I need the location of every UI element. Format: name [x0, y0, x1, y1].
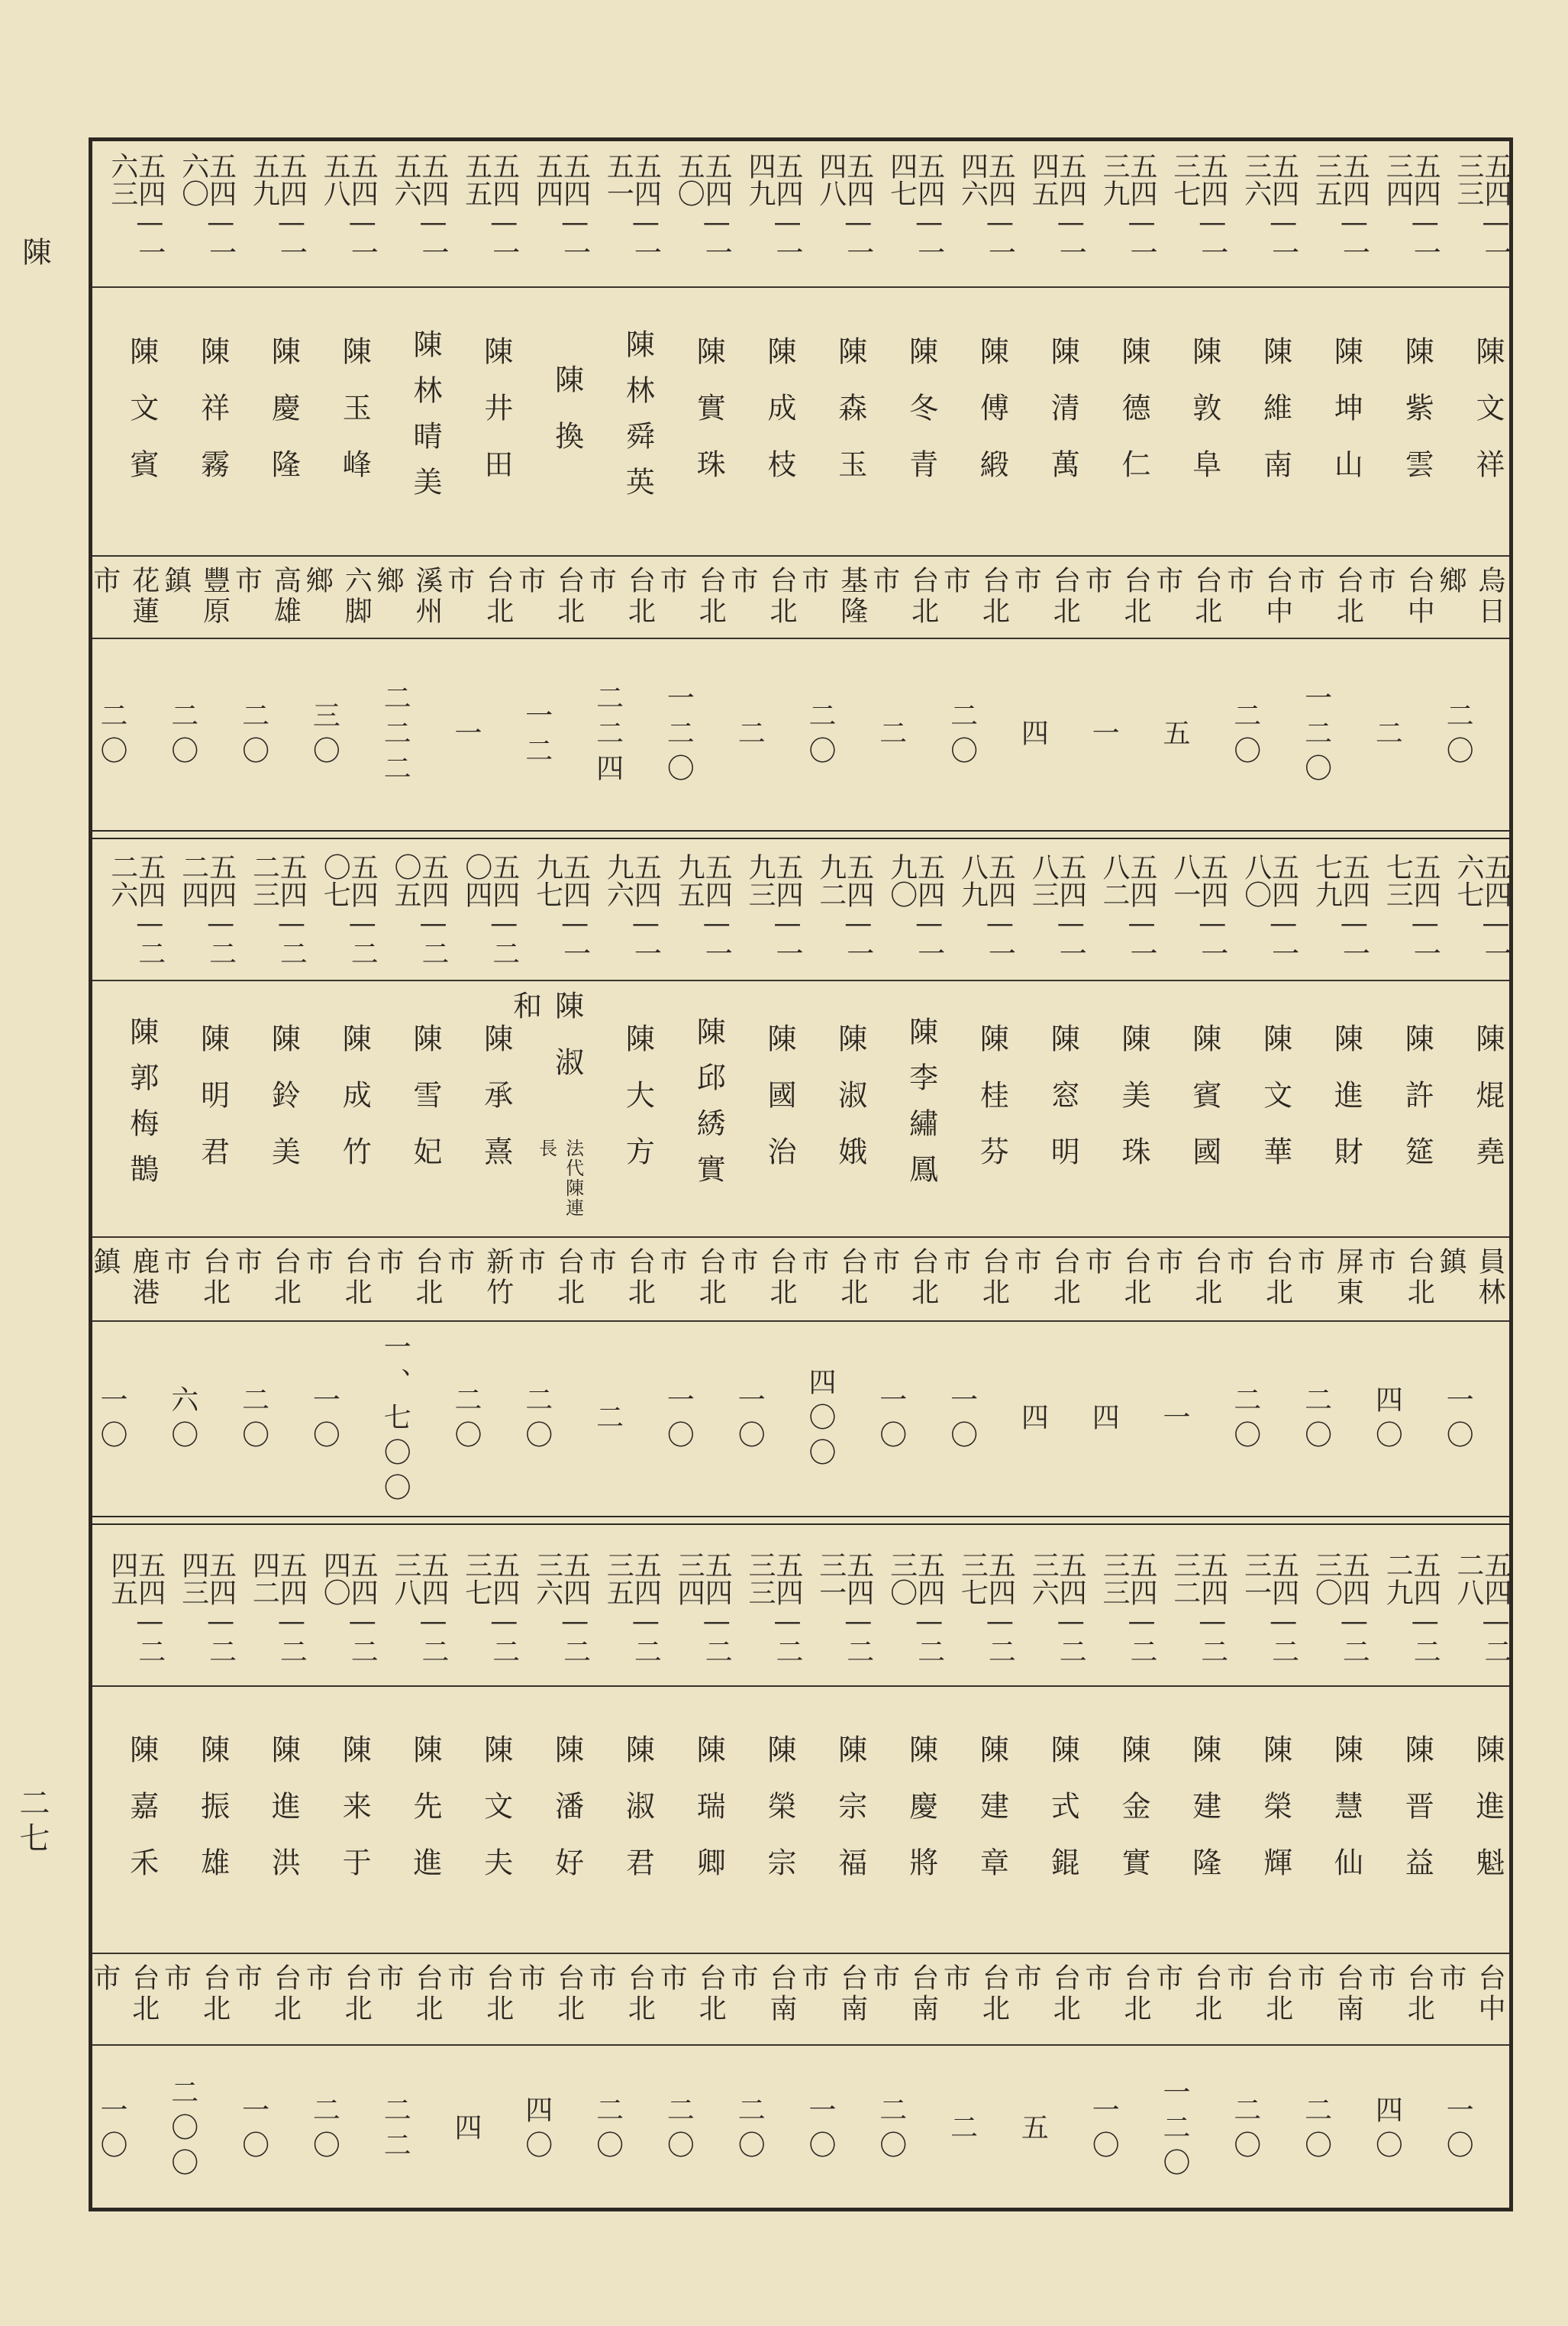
entry-number: 五四—一九六 [602, 853, 662, 967]
entry-number: 五四—二四五 [106, 1551, 166, 1665]
entry-name: 陳淑君 [621, 1734, 655, 1904]
entry-number: 五四—二二四 [177, 853, 237, 967]
entry-place: 台北市 [160, 1963, 231, 2024]
entry-count: 一 [450, 719, 482, 754]
entry-place: 台北市 [1151, 1963, 1222, 2024]
entry-name: 陳慧仙 [1329, 1734, 1363, 1904]
entry-number: 五四—二二八 [1452, 1551, 1512, 1665]
entry-name: 陳文夫 [479, 1734, 513, 1904]
entry-name: 陳成枝 [762, 336, 796, 506]
entry-name: 陳實珠 [692, 336, 726, 506]
entry-name: 陳焜堯 [1470, 1023, 1505, 1193]
entry-place: 屏東市 [1293, 1247, 1364, 1308]
entry-place: 台北市 [302, 1247, 373, 1308]
entry-place: 台北市 [514, 1247, 585, 1308]
entry-name: 陳進洪 [266, 1734, 301, 1904]
entry-name: 陳文華 [1258, 1023, 1292, 1193]
entry-count: 一二〇 [1159, 2078, 1190, 2183]
entry-name: 陳淑和 法代陳連長 [518, 990, 589, 1226]
entry-name: 陳式錕 [1046, 1734, 1080, 1904]
entry-place: 台北市 [1080, 566, 1151, 627]
entry-name: 陳國治 [762, 1023, 796, 1193]
entry-place: 台北市 [1364, 1247, 1435, 1308]
entry-number: 五四—一九五 [673, 853, 733, 967]
entry-name: 陳金實 [1116, 1734, 1150, 1904]
entry-count: 一 [1159, 1403, 1190, 1438]
entry-count: 二 [734, 719, 766, 754]
entry-number: 五四—一八三 [1028, 853, 1087, 967]
entry-name: 陳大方 [621, 1023, 655, 1193]
entry-place: 台北市 [372, 1963, 443, 2024]
entry-number: 五四—一八九 [957, 853, 1016, 967]
entry-place: 台北市 [939, 1963, 1010, 2024]
entry-name: 陳美珠 [1116, 1023, 1150, 1193]
entry-count: 二〇 [1229, 1385, 1261, 1455]
entry-place: 台北市 [656, 1963, 727, 2024]
entry-count: 二〇 [96, 701, 127, 771]
entry-count: 一〇 [663, 1385, 695, 1455]
column-divider [92, 286, 1509, 288]
entry-number: 五四—一四七 [886, 152, 945, 266]
entry-place: 台北市 [1010, 1963, 1081, 2024]
entry-place: 台北市 [443, 1963, 514, 2024]
entry-count: 四〇 [521, 2095, 553, 2166]
entry-count: 二〇 [592, 2095, 624, 2166]
entry-number: 五四—二三六 [531, 1551, 591, 1665]
entry-place: 台北市 [1222, 1247, 1293, 1308]
entry-name: 陳慶將 [904, 1734, 938, 1904]
entry-number: 五四—一七三 [1382, 853, 1441, 967]
entry-number: 五四—一六〇 [177, 152, 237, 266]
entry-count: 二二 [379, 2095, 411, 2166]
entry-number: 五四—一三五 [1311, 152, 1370, 266]
entry-name: 陳嘉禾 [124, 1734, 159, 1904]
entry-number: 五四—二二六 [106, 853, 166, 967]
entry-count: 二〇 [1229, 2095, 1261, 2166]
entry-name: 陳来于 [337, 1734, 372, 1904]
entry-number: 五四—一五〇 [673, 152, 733, 266]
entry-number: 五四—二三五 [602, 1551, 662, 1665]
table-tier [89, 842, 1512, 1520]
entry-place: 台北市 [1151, 566, 1222, 627]
entry-place: 台北市 [726, 1247, 797, 1308]
entry-place: 台北市 [1364, 1963, 1435, 2024]
entry-name: 陳晋益 [1400, 1734, 1434, 1904]
entry-place: 台北市 [1010, 566, 1081, 627]
entry-place: 台北市 [302, 1963, 373, 2024]
entry-number: 五四—一四九 [744, 152, 803, 266]
entry-name: 陳建章 [975, 1734, 1009, 1904]
entry-number: 五四—一九〇 [886, 853, 945, 967]
entry-number: 五四—二〇五 [389, 853, 449, 967]
entry-number: 五四—一五九 [248, 152, 308, 266]
entry-number: 五四—一四八 [815, 152, 874, 266]
entry-count: 一、七〇〇 [379, 1333, 411, 1508]
entry-place: 台中市 [1222, 566, 1293, 627]
entry-name: 陳振雄 [195, 1734, 230, 1904]
entry-place: 台北市 [1080, 1247, 1151, 1308]
entry-number: 五四—一六七 [1452, 853, 1512, 967]
entry-name: 陳玉峰 [337, 336, 372, 506]
entry-number: 五四—二〇四 [460, 853, 520, 967]
entry-place: 台北市 [797, 1247, 868, 1308]
entry-name: 陳桂芬 [975, 1023, 1009, 1193]
entry-name: 陳雪妃 [408, 1023, 442, 1193]
entry-name: 陳清萬 [1046, 336, 1080, 506]
entry-count: 二 [946, 2113, 978, 2148]
entry-count: 二二二 [379, 683, 411, 789]
column-divider [92, 2044, 1509, 2046]
entry-count: 一 [1088, 719, 1120, 754]
entry-count: 二〇 [1300, 1385, 1332, 1455]
column-divider [92, 1685, 1509, 1687]
entry-number: 五四—一三七 [1169, 152, 1228, 266]
entry-place: 台北市 [868, 566, 939, 627]
entry-number: 五四—一四五 [1028, 152, 1087, 266]
entry-place: 台北市 [443, 566, 514, 627]
entry-place: 台北市 [585, 566, 656, 627]
entry-name: 陳維南 [1258, 336, 1292, 506]
entry-number: 五四—一五五 [460, 152, 520, 266]
entry-name: 陳換 [550, 364, 584, 477]
entry-count: 二〇 [308, 2095, 340, 2166]
entry-number: 五四—二三三 [1098, 1551, 1157, 1665]
entry-number: 五四—一四六 [957, 152, 1016, 266]
entry-name: 陳文祥 [1470, 336, 1505, 506]
entry-place: 台北市 [231, 1963, 302, 2024]
entry-name: 陳敦阜 [1187, 336, 1221, 506]
entry-number: 五四—一七九 [1311, 853, 1370, 967]
entry-count: 二〇 [237, 701, 269, 771]
entry-place: 台北市 [514, 566, 585, 627]
entry-number: 五四—一五一 [602, 152, 662, 266]
entry-number: 五四—二三六 [1028, 1551, 1087, 1665]
entry-number: 五四—一三六 [1240, 152, 1299, 266]
entry-number: 五四—一五八 [319, 152, 379, 266]
margin-surname: 陳 [18, 237, 51, 269]
entry-name: 陳宗福 [833, 1734, 867, 1904]
entry-place: 豐原鎮 [160, 566, 231, 627]
page-number: 二七 [15, 1787, 50, 1857]
table-tier [89, 141, 1512, 835]
entry-place: 台南市 [797, 1963, 868, 2024]
entry-place: 基隆市 [797, 566, 868, 627]
entry-place: 台北市 [939, 566, 1010, 627]
entry-place: 台北市 [1151, 1247, 1222, 1308]
entry-count: 二〇 [1442, 701, 1474, 771]
entry-name: 陳成竹 [337, 1023, 372, 1193]
entry-name: 陳郭梅鵲 [124, 1016, 159, 1200]
entry-number: 五四—二四三 [177, 1551, 237, 1665]
entry-count: 二〇 [805, 701, 836, 771]
entry-name: 陳窓明 [1046, 1023, 1080, 1193]
entry-number: 五四—二三七 [957, 1551, 1016, 1665]
entry-count: 一〇 [734, 1385, 766, 1455]
entry-place: 台北市 [514, 1963, 585, 2024]
entry-number: 五四—二〇七 [319, 853, 379, 967]
entry-name: 陳森玉 [833, 336, 867, 506]
tier-divider [92, 830, 1509, 839]
entry-number: 五四—二三二 [1169, 1551, 1228, 1665]
entry-place: 台北市 [372, 1247, 443, 1308]
entry-number: 五四—一五六 [389, 152, 449, 266]
entry-count: 一〇 [946, 1385, 978, 1455]
entry-number: 五四—一九二 [815, 853, 874, 967]
entry-name: 陳賓國 [1187, 1023, 1221, 1193]
entry-number: 五四—二三〇 [886, 1551, 945, 1665]
entry-place: 台南市 [868, 1963, 939, 2024]
entry-count: 一〇 [96, 2095, 127, 2166]
register-table [89, 137, 1513, 2211]
entry-count: 五 [1159, 719, 1190, 754]
entry-name: 陳林晴美 [408, 329, 442, 512]
entry-count: 二 [875, 719, 907, 754]
entry-place: 溪州鄉 [372, 566, 443, 627]
entry-name: 陳潘好 [550, 1734, 584, 1904]
entry-name: 陳明君 [195, 1023, 230, 1193]
entry-count: 一〇 [308, 1385, 340, 1455]
entry-number: 五四—二四〇 [319, 1551, 379, 1665]
entry-count: 一二〇 [663, 683, 695, 789]
entry-name: 陳承熹 [479, 1023, 513, 1193]
entry-place: 台北市 [656, 566, 727, 627]
entry-count: 二〇〇 [166, 2078, 198, 2183]
entry-count: 一〇 [805, 2095, 836, 2166]
entry-name: 陳坤山 [1329, 336, 1363, 506]
entry-count: 一〇 [875, 1385, 907, 1455]
entry-count: 二〇 [946, 701, 978, 771]
entry-count: 五 [1017, 2113, 1049, 2148]
entry-place: 台北市 [1010, 1247, 1081, 1308]
entry-count: 二〇 [1229, 701, 1261, 771]
entry-count: 一二 [521, 701, 553, 771]
entry-number: 五四—一九三 [744, 853, 803, 967]
entry-name: 陳林舜英 [621, 329, 655, 512]
entry-number: 五四—一八一 [1169, 853, 1228, 967]
entry-place: 台北市 [1080, 1963, 1151, 2024]
column-divider [92, 555, 1509, 557]
entry-name: 陳文賓 [124, 336, 159, 506]
column-divider [92, 1320, 1509, 1322]
column-divider [92, 1236, 1509, 1238]
entry-count: 四〇〇 [805, 1368, 836, 1473]
entry-count: 四〇 [1371, 2095, 1403, 2166]
entry-number: 五四—二三七 [460, 1551, 520, 1665]
entry-number: 五四—二三〇 [1311, 1551, 1370, 1665]
entry-place: 高雄市 [231, 566, 302, 627]
entry-number: 五四—一八〇 [1240, 853, 1299, 967]
entry-count: 二 [1371, 719, 1403, 754]
entry-name: 陳紫雲 [1400, 336, 1434, 506]
entry-count: 一二〇 [1300, 683, 1332, 789]
entry-count: 二二四 [592, 683, 624, 789]
entry-place: 台北市 [939, 1247, 1010, 1308]
entry-name: 陳許筵 [1400, 1023, 1434, 1193]
entry-count: 二〇 [450, 1385, 482, 1455]
entry-count: 二〇 [1300, 2095, 1332, 2166]
entry-name: 陳淑娥 [833, 1023, 867, 1193]
entry-name: 陳傅緞 [975, 336, 1009, 506]
entry-count: 二 [592, 1403, 624, 1438]
column-divider [92, 980, 1509, 981]
entry-place: 台北市 [585, 1963, 656, 2024]
entry-number: 五四—二三一 [1240, 1551, 1299, 1665]
entry-number: 五四—一五四 [531, 152, 591, 266]
entry-name: 陳進魁 [1470, 1734, 1505, 1904]
entry-name: 陳冬青 [904, 336, 938, 506]
entry-place: 台北市 [231, 1247, 302, 1308]
entry-count: 四 [450, 2113, 482, 2148]
entry-place: 台北市 [160, 1247, 231, 1308]
column-divider [92, 1953, 1509, 1954]
entry-name: 陳邱綉實 [692, 1016, 726, 1200]
entry-number: 五四—二三三 [744, 1551, 803, 1665]
entry-alias: 法代陳連長 [535, 1139, 584, 1219]
entry-number: 五四—二二九 [1382, 1551, 1441, 1665]
entry-place: 台北市 [656, 1247, 727, 1308]
entry-name: 陳建隆 [1187, 1734, 1221, 1904]
entry-place: 台中市 [1434, 1963, 1505, 2024]
entry-place: 台北市 [1293, 566, 1364, 627]
entry-place: 台北市 [585, 1247, 656, 1308]
entry-count: 一〇 [1088, 2095, 1120, 2166]
table-tier [89, 1540, 1512, 2217]
column-divider [92, 638, 1509, 639]
entry-place: 鹿港鎮 [89, 1247, 160, 1308]
entry-count: 一〇 [1442, 2095, 1474, 2166]
entry-number: 五四—二三八 [389, 1551, 449, 1665]
entry-name: 陳進財 [1329, 1023, 1363, 1193]
entry-count: 二〇 [663, 2095, 695, 2166]
entry-name: 陳慶隆 [266, 336, 301, 506]
entry-number: 五四—二四二 [248, 1551, 308, 1665]
entry-number: 五四—一九七 [531, 853, 591, 967]
entry-place: 台北市 [1222, 1963, 1293, 2024]
entry-number: 五四—二三四 [673, 1551, 733, 1665]
entry-name: 陳德仁 [1116, 336, 1150, 506]
entry-place: 新竹市 [443, 1247, 514, 1308]
entry-place: 台中市 [1364, 566, 1435, 627]
tier-divider [92, 1516, 1509, 1525]
entry-place: 台北市 [89, 1963, 160, 2024]
entry-number: 五四—一三四 [1382, 152, 1441, 266]
entry-count: 二〇 [734, 2095, 766, 2166]
entry-place: 台北市 [726, 566, 797, 627]
entry-name: 陳榮輝 [1258, 1734, 1292, 1904]
entry-name: 陳祥霧 [195, 336, 230, 506]
entry-count: 一〇 [96, 1385, 127, 1455]
entry-count: 二〇 [237, 1385, 269, 1455]
entry-place: 花蓮市 [89, 566, 160, 627]
entry-number: 五四—二二三 [248, 853, 308, 967]
entry-name: 陳井田 [479, 336, 513, 506]
entry-number: 五四—一三三 [1452, 152, 1512, 266]
entry-number: 五四—一三九 [1098, 152, 1157, 266]
entry-name: 陳李繡鳳 [904, 1016, 938, 1200]
entry-name: 陳鈴美 [266, 1023, 301, 1193]
entry-place: 烏日鄉 [1434, 566, 1505, 627]
entry-number: 五四—二三一 [815, 1551, 874, 1665]
entry-place: 台北市 [868, 1247, 939, 1308]
entry-place: 員林鎮 [1434, 1247, 1505, 1308]
entry-place: 六脚鄉 [302, 566, 373, 627]
entry-name: 陳瑞卿 [692, 1734, 726, 1904]
entry-number: 五四—一六三 [106, 152, 166, 266]
entry-count: 四 [1017, 1403, 1049, 1438]
entry-count: 二〇 [521, 1385, 553, 1455]
entry-count: 四 [1017, 719, 1049, 754]
entry-place: 台南市 [726, 1963, 797, 2024]
entry-count: 四〇 [1371, 1385, 1403, 1455]
entry-count: 一〇 [237, 2095, 269, 2166]
entry-number: 五四—一八二 [1098, 853, 1157, 967]
entry-count: 二〇 [875, 2095, 907, 2166]
entry-name: 陳先進 [408, 1734, 442, 1904]
entry-name: 陳榮宗 [762, 1734, 796, 1904]
entry-place: 台南市 [1293, 1963, 1364, 2024]
entry-count: 四 [1088, 1403, 1120, 1438]
entry-count: 三〇 [308, 701, 340, 771]
entry-count: 六〇 [166, 1385, 198, 1455]
entry-count: 二〇 [166, 701, 198, 771]
entry-count: 一〇 [1442, 1385, 1474, 1455]
